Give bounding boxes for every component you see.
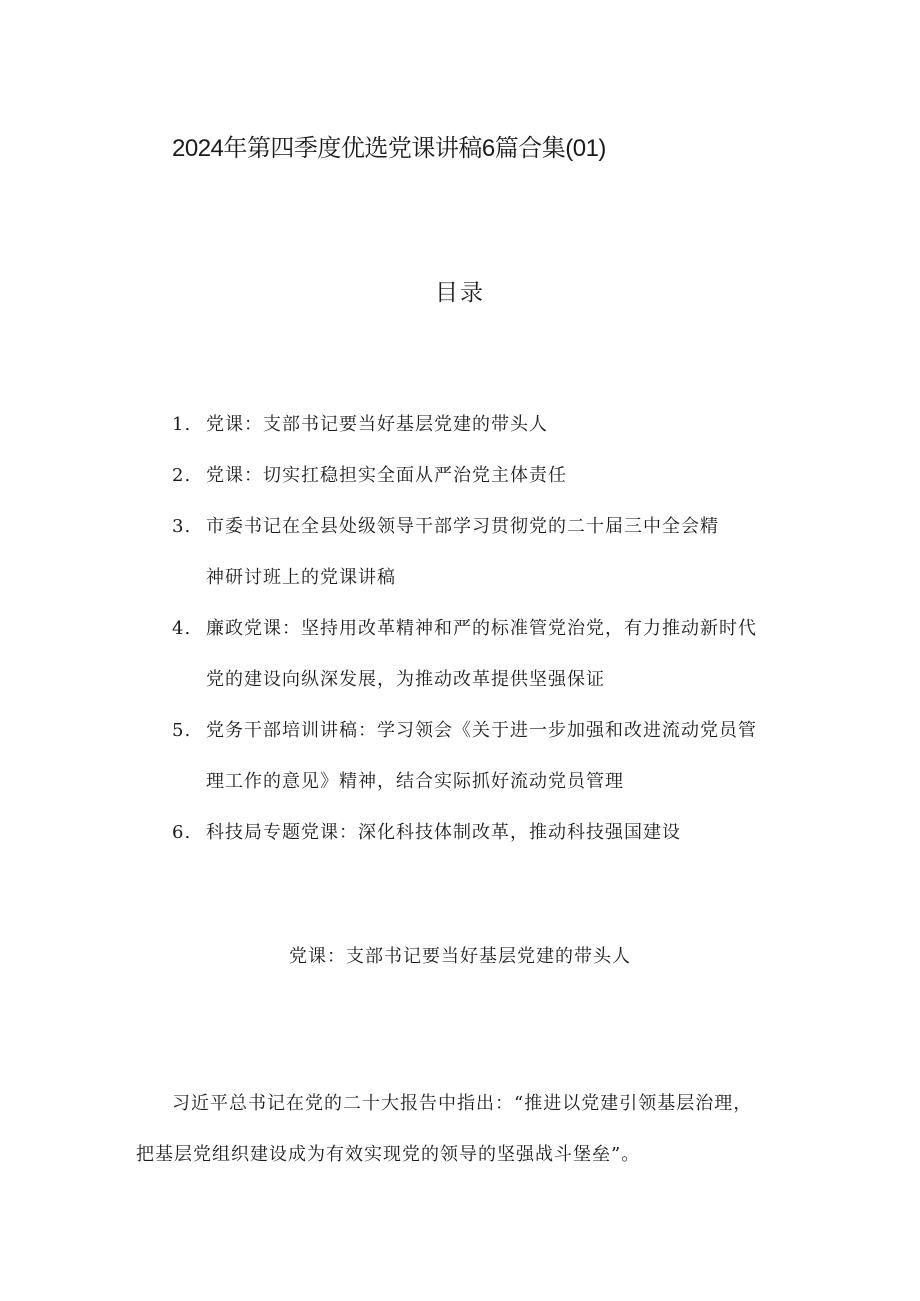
section-title: 党课：支部书记要当好基层党建的带头人	[289, 946, 631, 967]
toc-item-text: 党课：切实扛稳担实全面从严治党主体责任	[206, 465, 567, 486]
toc-heading: 目录	[435, 280, 485, 306]
table-of-contents	[172, 410, 812, 869]
toc-item-number: 3.	[172, 516, 192, 537]
toc-item-text-continued: 神研讨班上的党课讲稿	[206, 567, 396, 588]
toc-item-3[interactable]	[172, 512, 812, 593]
toc-item-number: 5.	[172, 720, 192, 741]
toc-item-text-continued: 党的建设向纵深发展，为推动改革提供坚强保证	[206, 669, 605, 690]
toc-item-text: 科技局专题党课：深化科技体制改革，推动科技强国建设	[206, 822, 681, 843]
document-title: 2024年第四季度优选党课讲稿6篇合集(01)	[172, 135, 606, 162]
toc-item-1[interactable]	[172, 410, 812, 440]
body-line: 习近平总书记在党的二十大报告中指出：“推进以党建引领基层治理，	[172, 1093, 753, 1114]
toc-item-number: 4.	[172, 618, 192, 639]
toc-item-text: 党课：支部书记要当好基层党建的带头人	[206, 414, 548, 435]
body-paragraph	[136, 1078, 796, 1180]
toc-item-4[interactable]	[172, 614, 812, 695]
toc-item-5[interactable]	[172, 716, 812, 797]
toc-item-number: 2.	[172, 465, 192, 486]
toc-item-text: 廉政党课：坚持用改革精神和严的标准管党治党，有力推动新时代	[206, 618, 757, 639]
body-line: 把基层党组织建设成为有效实现党的领导的坚强战斗堡垒”。	[136, 1144, 641, 1165]
toc-item-text: 市委书记在全县处级领导干部学习贯彻党的二十届三中全会精	[206, 516, 719, 537]
toc-item-2[interactable]	[172, 461, 812, 491]
toc-item-number: 1.	[172, 414, 192, 435]
toc-item-text-continued: 理工作的意见》精神，结合实际抓好流动党员管理	[206, 771, 624, 792]
toc-item-number: 6.	[172, 822, 192, 843]
toc-item-text: 党务干部培训讲稿：学习领会《关于进一步加强和改进流动党员管	[206, 720, 757, 741]
toc-item-6[interactable]	[172, 818, 812, 848]
